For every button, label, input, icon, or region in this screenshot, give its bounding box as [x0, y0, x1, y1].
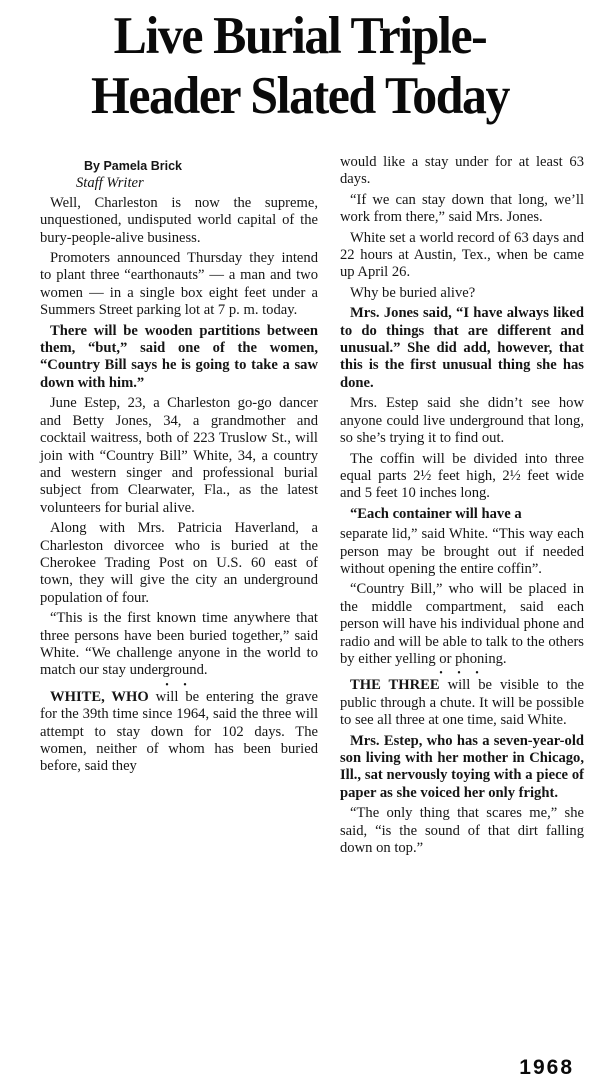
paragraph-3: Why be buried alive?: [350, 284, 476, 301]
right-body-b: [340, 733, 584, 858]
run-in-lead: WHITE, WHO: [50, 688, 149, 705]
paragraph-text: will be visible to the public through a chute. It will be possible to see all three at one time, said White.: [340, 677, 584, 729]
paragraph-8: separate lid,” said White. “This way each person may be brought out if needed without opening the entire coffin”.: [340, 526, 584, 577]
paragraph-1: Promoters announced Thursday they intend to plant three “earthonauts” — a man and two women — in a single box eight feet under a Summers Street parking lot at 7 p. m. today.: [40, 250, 318, 319]
paragraph-2: There will be wooden partitions between them, “but,” said one of the women, “Country Bill says he is going to take a saw down with him.”: [40, 322, 318, 391]
paragraph-0: Mrs. Estep, who has a seven-year-old son living with her mother in Chicago, Ill., sat nervously toying with a piece of paper as she voiced her only fright.: [340, 732, 584, 801]
staff-writer-label: Staff Writer: [76, 175, 144, 192]
paragraph-0: Well, Charleston is now the supreme, unquestioned, undisputed world capital of the bury-people-alive business.: [40, 194, 318, 246]
paragraph-6: The coffin will be divided into three equal parts 2½ feet high, 2½ feet wide and 5 feet 10 inches long.: [340, 450, 584, 502]
column-left: [40, 158, 318, 779]
byline: By Pamela Brick: [84, 159, 182, 173]
year-label: 1968: [519, 1056, 574, 1079]
paragraph-2: White set a world record of 63 days and 22 hours at Austin, Tex., when be came up April 26.: [340, 229, 584, 281]
paragraph-4: Mrs. Jones said, “I have always liked to do things that are different and unusual.” She did add, however, that this is the first unusual thing she has done.: [340, 305, 584, 391]
paragraph-0: would like a stay under for at least 63 days.: [340, 154, 584, 188]
paragraph-9: “Country Bill,” who will be placed in the middle compartment, said each person will have his individual phone and radio and will be able to talk to the others by either yelling or phoning.: [340, 581, 584, 667]
headline-line-1: Live Burial Triple-: [113, 7, 487, 65]
section-separator: • • •: [439, 668, 485, 680]
paragraph-1: “The only thing that scares me,” she said, “is the sound of that dirt falling down on top.”: [340, 805, 584, 857]
left-body: [40, 195, 318, 680]
paragraph-the-three: [340, 677, 584, 729]
headline: [18, 6, 582, 126]
run-in-lead: THE THREE: [350, 677, 440, 694]
section-separator: • •: [165, 679, 193, 691]
column-right: [340, 154, 584, 860]
paragraph-1: “If we can stay down that long, we’ll work from there,” said Mrs. Jones.: [340, 191, 584, 226]
paragraph-text: will be entering the grave for the 39th time since 1964, said the three will attempt to stay down for 102 days. The women, neither of whom has been buried before, said they: [40, 688, 318, 775]
right-body-a: [340, 154, 584, 668]
paragraph-white-who: [40, 689, 318, 776]
paragraph-3: June Estep, 23, a Charleston go-go dancer and Betty Jones, 34, a grandmother and cocktail waitress, both of 223 Truslow St., will join with “Country Bill” White, 34, a country and western singer and professional burial subject from Clearwater, Fla., as the latest volunteers for burial alive.: [40, 395, 318, 516]
paragraph-5: “This is the first known time anywhere that three persons have been buried together,” said White. “We challenge anyone in the world to match our stay underground.: [40, 610, 318, 679]
paragraph-7: “Each container will have a: [350, 505, 522, 522]
headline-line-2: Header Slated Today: [90, 67, 509, 125]
paragraph-5: Mrs. Estep said she didn’t see how anyone could live underground that long, so she’s trying it to find out.: [340, 395, 584, 447]
paragraph-4: Along with Mrs. Patricia Haverland, a Charleston divorcee who is buried at the Cherokee Trading Post on U.S. 60 east of town, they will give the city an underground population of four.: [40, 520, 318, 606]
